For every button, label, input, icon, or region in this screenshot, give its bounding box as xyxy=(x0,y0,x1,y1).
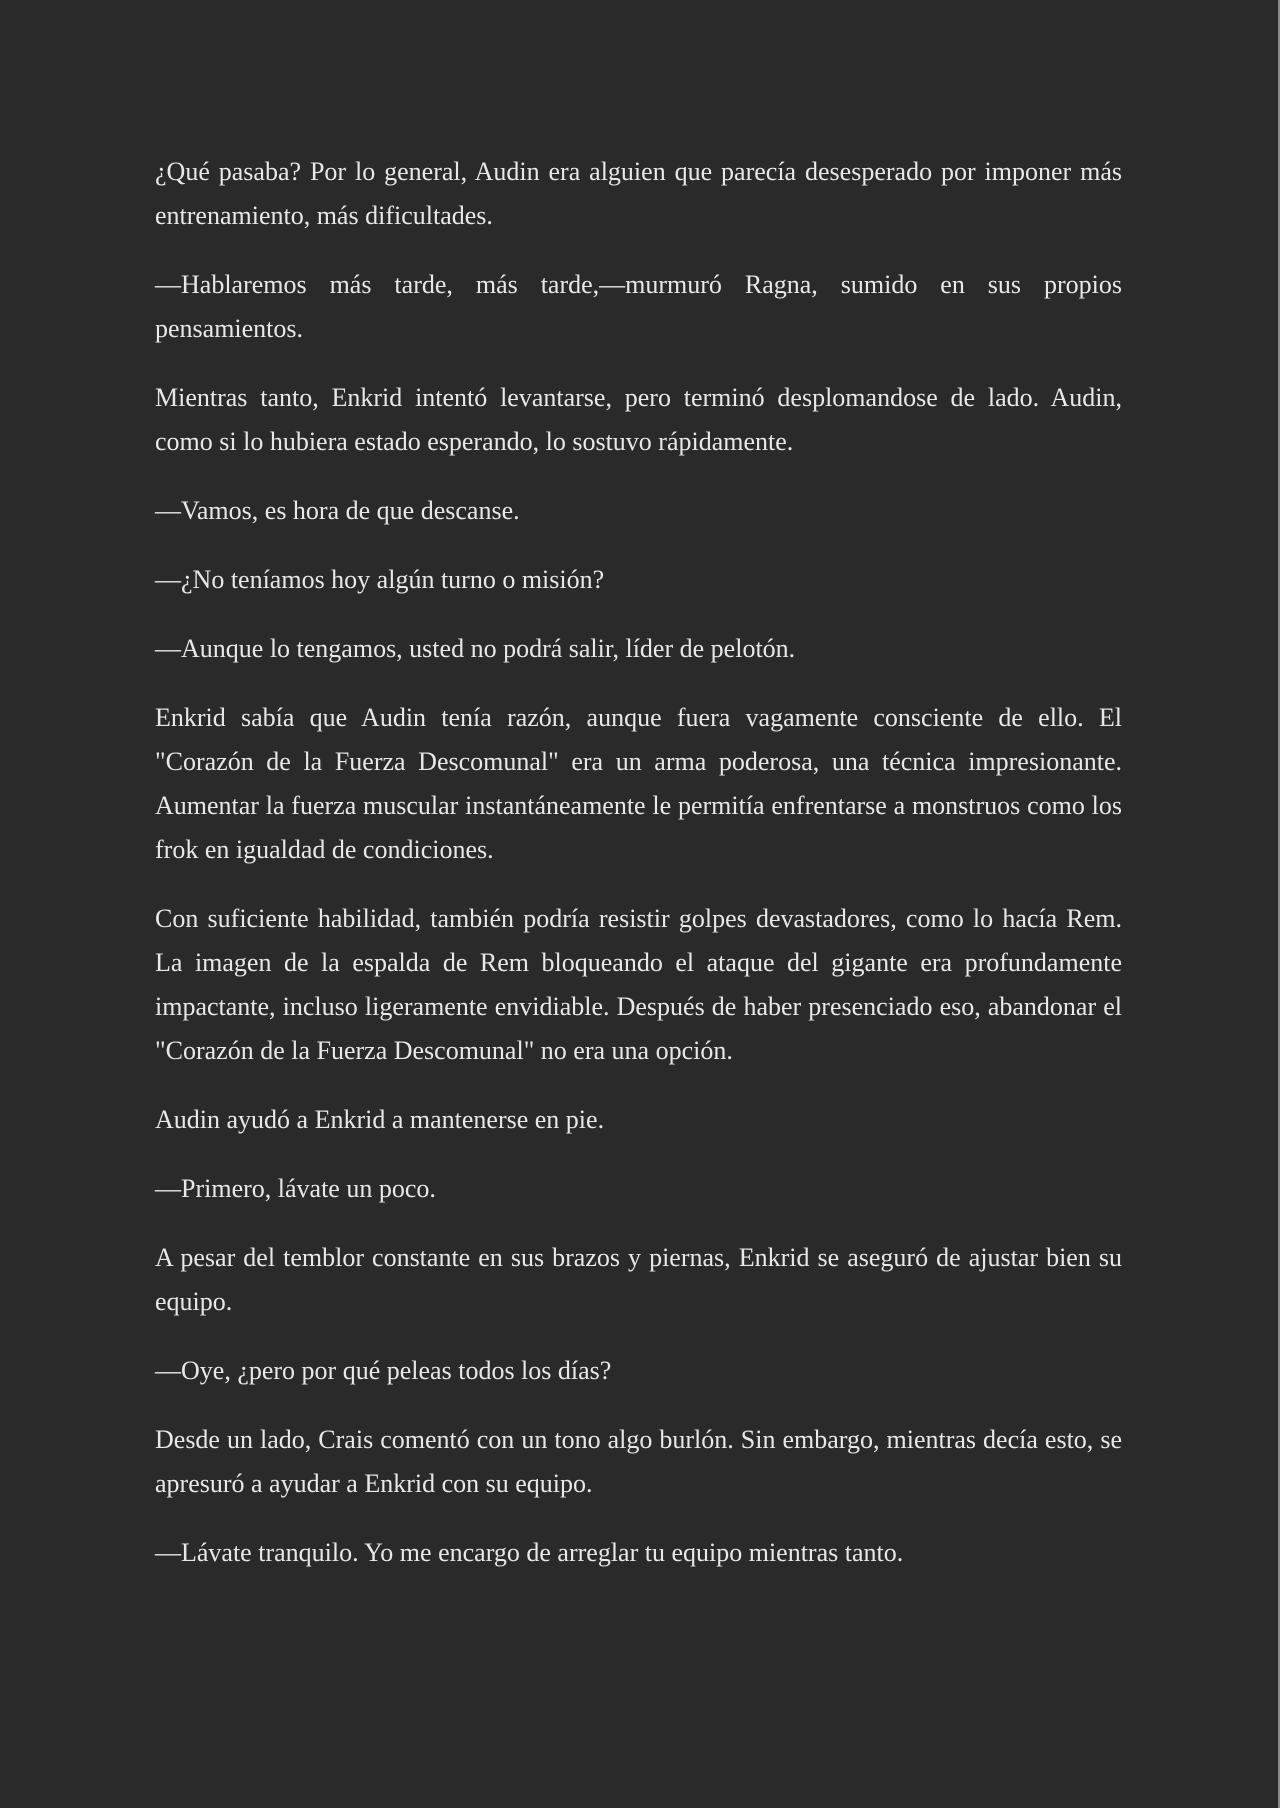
paragraph: ¿Qué pasaba? Por lo general, Audin era alguien que parecía desesperado por imponer más entrenamiento, más dificultades. xyxy=(155,157,1122,230)
paragraph: —Hablaremos más tarde, más tarde,—murmuró Ragna, sumido en sus propios pensamientos. xyxy=(155,270,1122,343)
chapter-text xyxy=(155,150,1122,1600)
paragraph: —¿No teníamos hoy algún turno o misión? xyxy=(155,565,605,594)
paragraph: —Aunque lo tengamos, usted no podrá salir, líder de pelotón. xyxy=(155,634,796,663)
paragraph: Desde un lado, Crais comentó con un tono algo burlón. Sin embargo, mientras decía esto, se apresuró a ayudar a Enkrid con su equipo. xyxy=(155,1425,1122,1498)
paragraph: —Primero, lávate un poco. xyxy=(155,1174,436,1203)
paragraph: —Oye, ¿pero por qué peleas todos los días? xyxy=(155,1356,612,1385)
paragraph: A pesar del temblor constante en sus brazos y piernas, Enkrid se aseguró de ajustar bien su equipo. xyxy=(155,1243,1122,1316)
paragraph: —Vamos, es hora de que descanse. xyxy=(155,496,520,525)
paragraph: Mientras tanto, Enkrid intentó levantarse, pero terminó desplomandose de lado. Audin, como si lo hubiera estado esperando, lo sostuvo rápidamente. xyxy=(155,383,1122,456)
paragraph: Enkrid sabía que Audin tenía razón, aunque fuera vagamente consciente de ello. El "Corazón de la Fuerza Descomunal" era un arma poderosa, una técnica impresionante. Aumentar la fuerza muscular instantáneamente le permitía enfrentarse a monstruos como los frok en igualdad de condiciones. xyxy=(155,703,1122,864)
paragraph: Con suficiente habilidad, también podría resistir golpes devastadores, como lo hacía Rem. La imagen de la espalda de Rem bloqueando el ataque del gigante era profundamente impactante, incluso ligeramente envidiable. Después de haber presenciado eso, abandonar el "Corazón de la Fuerza Descomunal" no era una opción. xyxy=(155,904,1122,1065)
paragraph: Audin ayudó a Enkrid a mantenerse en pie. xyxy=(155,1105,605,1134)
paragraph: —Lávate tranquilo. Yo me encargo de arreglar tu equipo mientras tanto. xyxy=(155,1538,904,1567)
